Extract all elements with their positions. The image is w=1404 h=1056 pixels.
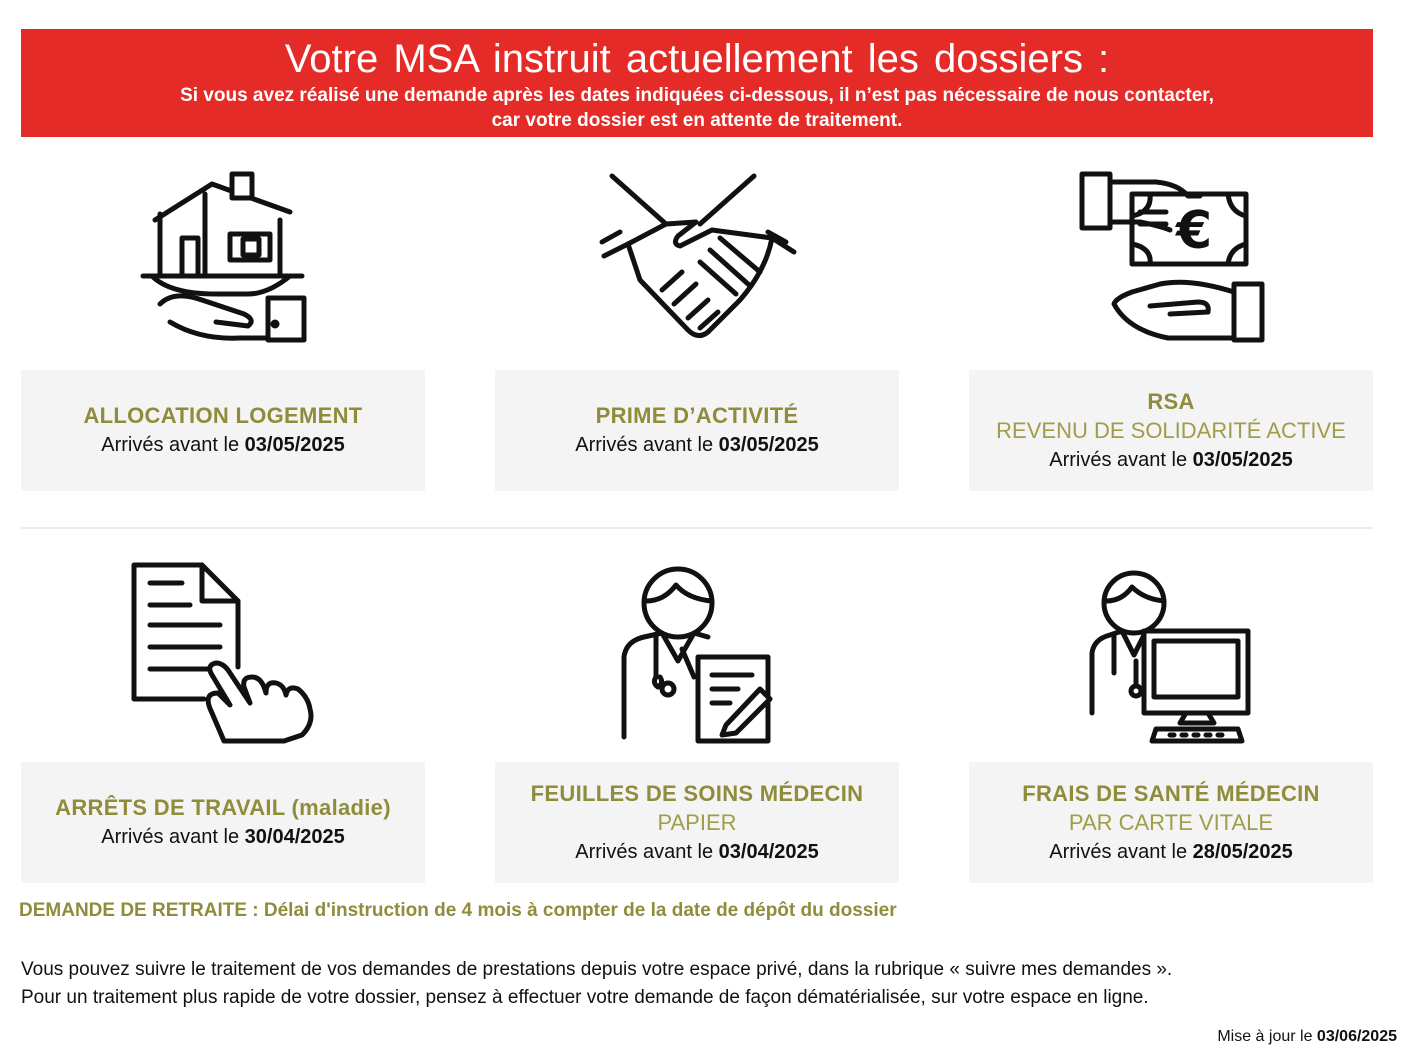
- card-date-line: Arrivés avant le 03/05/2025: [575, 434, 819, 456]
- svg-text:€: €: [1176, 201, 1213, 261]
- card-date-line: Arrivés avant le 03/05/2025: [1049, 448, 1293, 471]
- card-date-line: Arrivés avant le 03/04/2025: [575, 840, 819, 863]
- info-line-2: Pour un traitement plus rapide de votre dossier, pensez à effectuer votre demande de façon dématérialisée, sur votre espace en ligne.: [21, 987, 1149, 1008]
- banner-title: Votre MSA instruit actuellement les dossiers :: [284, 37, 1110, 81]
- card-rsa: [969, 370, 1373, 491]
- card-feuilles-soins: [495, 762, 899, 883]
- card-subtitle: REVENU DE SOLIDARITÉ ACTIVE: [996, 417, 1346, 443]
- header-banner: [21, 29, 1373, 137]
- section-divider: [21, 527, 1373, 529]
- update-date: Mise à jour le 03/06/2025: [1217, 1028, 1397, 1045]
- document-touch-icon: [132, 563, 318, 743]
- euro-banknote-hands-icon: [1080, 172, 1264, 342]
- card-title: RSA: [1147, 388, 1195, 414]
- info-text: [21, 956, 1172, 1012]
- info-line-1: Vous pouvez suivre le traitement de vos demandes de prestations depuis votre espace privé, dans la rubrique « suivre mes demandes ».: [21, 959, 1173, 980]
- card-allocation-logement: [21, 370, 425, 491]
- banner-line-2: car votre dossier est en attente de traitement.: [491, 110, 903, 131]
- retraite-notice: DEMANDE DE RETRAITE : Délai d'instruction de 4 mois à compter de la date de dépôt du dossier: [19, 900, 897, 921]
- doctor-computer-icon: [1090, 565, 1252, 745]
- house-in-hand-icon: [140, 172, 310, 344]
- card-prime-activite: [495, 370, 899, 491]
- card-date-line: Arrivés avant le 30/04/2025: [101, 826, 345, 848]
- doctor-paper-icon: [622, 565, 774, 743]
- card-arrets-travail: [21, 762, 425, 883]
- card-title: FRAIS DE SANTÉ MÉDECIN: [1022, 780, 1320, 806]
- card-subtitle: PAR CARTE VITALE: [1068, 809, 1274, 835]
- card-frais-sante: [969, 762, 1373, 883]
- card-title: ARRÊTS DE TRAVAIL (maladie): [55, 795, 391, 820]
- card-title: PRIME D’ACTIVITÉ: [595, 403, 799, 428]
- handshake-icon: [600, 172, 796, 342]
- card-title: ALLOCATION LOGEMENT: [83, 403, 363, 428]
- card-title: FEUILLES DE SOINS MÉDECIN: [530, 780, 864, 806]
- card-date-line: Arrivés avant le 03/05/2025: [101, 434, 345, 456]
- banner-line-1: Si vous avez réalisé une demande après les dates indiquées ci-dessous, il n’est pas nécessaire de nous contacter,: [180, 85, 1214, 106]
- card-subtitle: PAPIER: [657, 809, 737, 835]
- card-date-line: Arrivés avant le 28/05/2025: [1049, 840, 1293, 863]
